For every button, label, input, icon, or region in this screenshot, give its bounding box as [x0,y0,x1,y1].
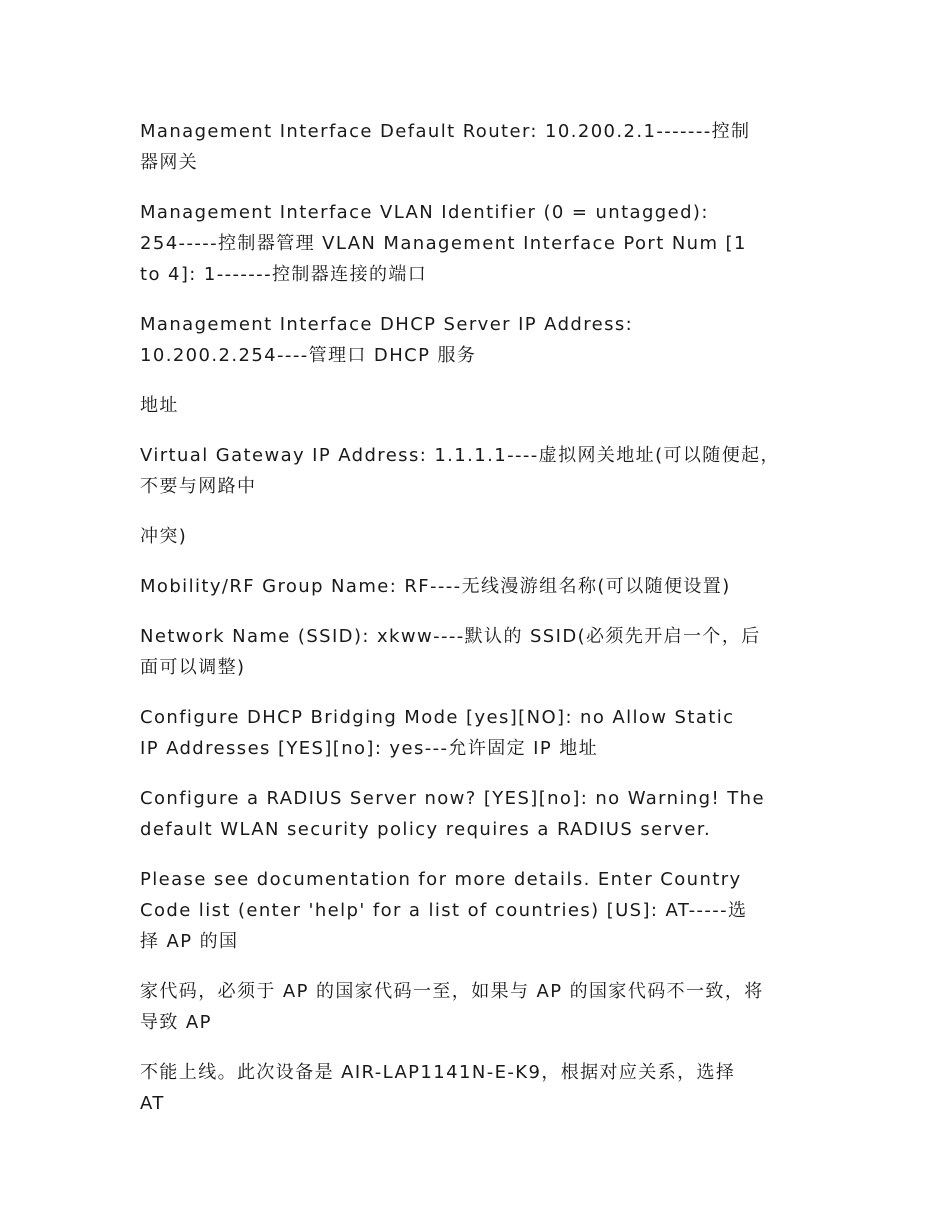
paragraph-network-name [140,621,820,683]
text-line: IP Addresses [YES][no]: yes---允许固定 IP 地址 [140,738,599,759]
text-line: 不能上线。此次设备是 AIR-LAP1141N-E-K9，根据对应关系，选择 [140,1062,736,1083]
paragraph-default-router [140,116,820,178]
text-line: Code list (enter 'help' for a list of countries) [US]: AT-----选 [140,900,748,921]
text-line: to 4]: 1-------控制器连接的端口 [140,264,428,285]
paragraph-radius-server [140,783,820,845]
text-line: 冲突) [140,526,188,547]
paragraph-mobility-group [140,571,820,602]
text-line: 导致 AP [140,1012,212,1033]
text-line: AT [140,1093,165,1114]
paragraph-vlan-identifier [140,197,820,290]
text-line: Virtual Gateway IP Address: 1.1.1.1----虚拟网关地址(可以随便起， [140,445,780,466]
document-body [140,116,820,1138]
text-line: 面可以调整) [140,657,246,678]
text-line: 254-----控制器管理 VLAN Management Interface Port Num [1 [140,233,747,254]
paragraph-virtual-gateway [140,440,820,502]
text-line: 择 AP 的国 [140,931,239,952]
text-line: Network Name (SSID): xkww----默认的 SSID(必须先开启一个，后 [140,626,761,647]
text-line: Management Interface Default Router: 10.200.2.1-------控制 [140,121,751,142]
paragraph-device-model [140,1057,820,1119]
text-line: 器网关 [140,152,199,173]
paragraph-address [140,390,820,421]
text-line: 不要与网路中 [140,476,257,497]
text-line: 家代码，必须于 AP 的国家代码一至，如果与 AP 的国家代码不一致，将 [140,981,764,1002]
text-line: 10.200.2.254----管理口 DHCP 服务 [140,345,477,366]
paragraph-dhcp-server [140,309,820,371]
text-line: Management Interface VLAN Identifier (0 = untagged): [140,202,709,223]
paragraph-country-code [140,864,820,957]
text-line: Management Interface DHCP Server IP Address: [140,314,634,335]
paragraph-conflict [140,521,820,552]
text-line: Configure DHCP Bridging Mode [yes][NO]: no Allow Static [140,707,735,728]
text-line: default WLAN security policy requires a RADIUS server. [140,819,712,840]
text-line: Please see documentation for more details. Enter Country [140,869,742,890]
text-line: Configure a RADIUS Server now? [YES][no]: no Warning! The [140,788,765,809]
paragraph-country-code-note [140,976,820,1038]
paragraph-dhcp-bridging [140,702,820,764]
text-line: Mobility/RF Group Name: RF----无线漫游组名称(可以随便设置) [140,576,731,597]
text-line: 地址 [140,395,179,416]
